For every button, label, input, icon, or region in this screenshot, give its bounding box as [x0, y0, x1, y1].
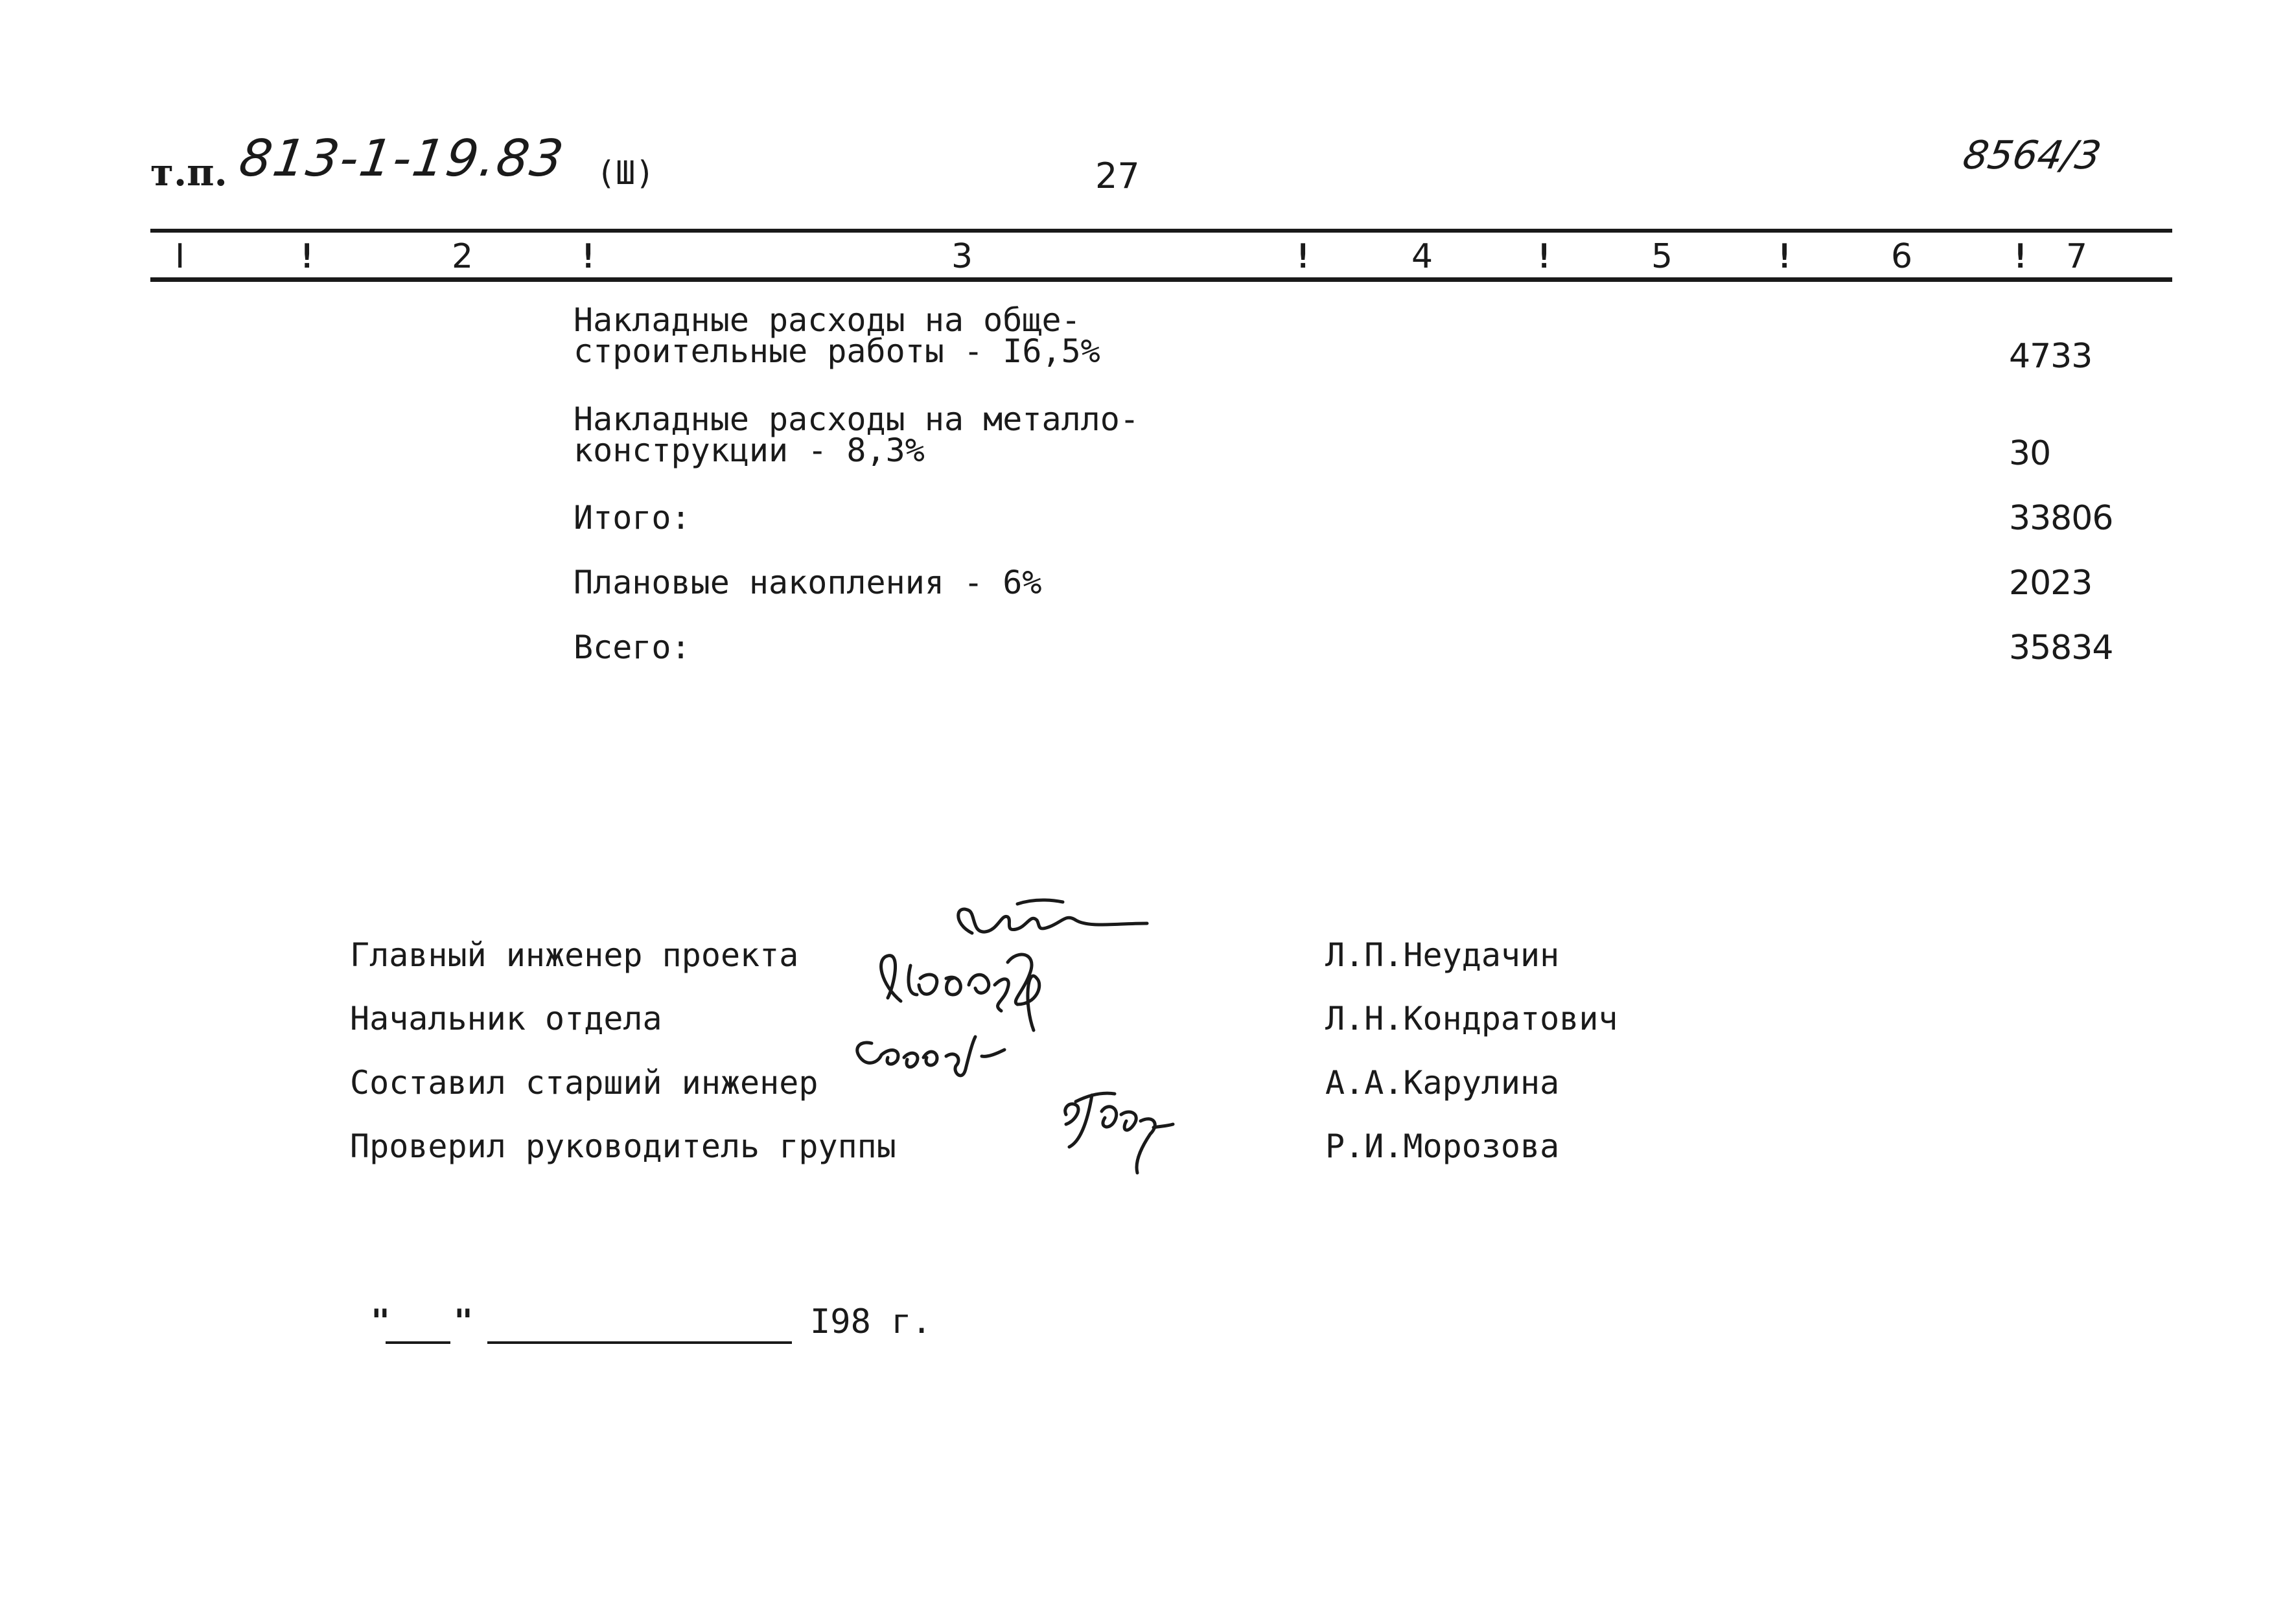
row-total-value: 35834: [2009, 629, 2113, 667]
signature-stroke-chief-engineer: [958, 909, 1147, 933]
handwritten-signatures: [842, 888, 1257, 1199]
date-day-blank: [386, 1341, 450, 1344]
date-year: I98 г.: [810, 1302, 932, 1341]
row-subtotal-value: 33806: [2009, 499, 2113, 538]
row-text-line: Плановые накопления - 6%: [574, 564, 1042, 601]
table-header-bottom-rule: [150, 277, 2172, 282]
row-text-line: Всего:: [574, 629, 691, 666]
row-text-line: Накладные расходы на металло-: [574, 400, 1139, 438]
column-number-7: 7: [2066, 237, 2088, 276]
signature-position-department-head: Начальник отдела: [350, 1000, 662, 1037]
signature-position-chief-engineer: Главный инженер проекта: [350, 936, 799, 974]
column-number-2: 2: [452, 237, 474, 276]
date-month-blank: [487, 1341, 792, 1344]
column-number-3: 3: [951, 237, 973, 276]
signature-name-group-leader: Р.И.Морозова: [1325, 1127, 1560, 1165]
column-separator: !: [1293, 237, 1314, 276]
row-planned-savings-value: 2023: [2009, 564, 2093, 603]
table-header-top-rule: [150, 229, 2172, 233]
row-text-line: строительные работы - I6,5%: [574, 332, 1100, 370]
date-open-quote: ": [371, 1302, 391, 1340]
signature-name-senior-engineer: А.А.Карулина: [1325, 1064, 1560, 1102]
column-number-1: I: [175, 237, 185, 276]
signature-stroke-department-head: [881, 954, 1039, 1030]
row-overhead-metal-value: 30: [2009, 434, 2051, 473]
signature-position-senior-engineer: Составил старший инженер: [350, 1064, 818, 1102]
row-text-line: Накладные расходы на обще-: [574, 301, 1081, 339]
row-text-line: конструкции - 8,3%: [574, 432, 925, 469]
column-separator: !: [1774, 237, 1795, 276]
signature-stroke-senior-engineer: [857, 1037, 1004, 1076]
signature-name-department-head: Л.Н.Кондратович: [1325, 1000, 1618, 1037]
row-overhead-metal-label: [574, 400, 1139, 469]
column-separator: !: [297, 237, 318, 276]
signature-stroke-group-leader: [1069, 1093, 1173, 1173]
page-number: 27: [1095, 156, 1140, 196]
column-number-4: 4: [1411, 237, 1433, 276]
sheet-mark: (Ш): [596, 154, 655, 192]
inventory-number: 8564/3: [1959, 133, 2105, 178]
row-overhead-general-value: 4733: [2009, 337, 2093, 376]
row-planned-savings-label: [574, 564, 1042, 601]
column-separator: !: [578, 237, 599, 276]
row-subtotal-label: [574, 499, 691, 537]
row-text-line: Итого:: [574, 499, 691, 537]
signature-name-chief-engineer: Л.П.Неудачин: [1325, 936, 1560, 974]
signature-position-group-leader: Проверил руководитель группы: [350, 1127, 896, 1165]
column-number-5: 5: [1651, 237, 1673, 276]
row-total-label: [574, 629, 691, 666]
document-code: 813-1-19.83: [235, 130, 568, 188]
column-separator: !: [2010, 237, 2031, 276]
column-separator: !: [1534, 237, 1555, 276]
column-number-6: 6: [1891, 237, 1913, 276]
row-overhead-general-label: [574, 301, 1100, 370]
document-prefix: т.п.: [150, 150, 227, 194]
date-close-quote: ": [454, 1302, 474, 1340]
